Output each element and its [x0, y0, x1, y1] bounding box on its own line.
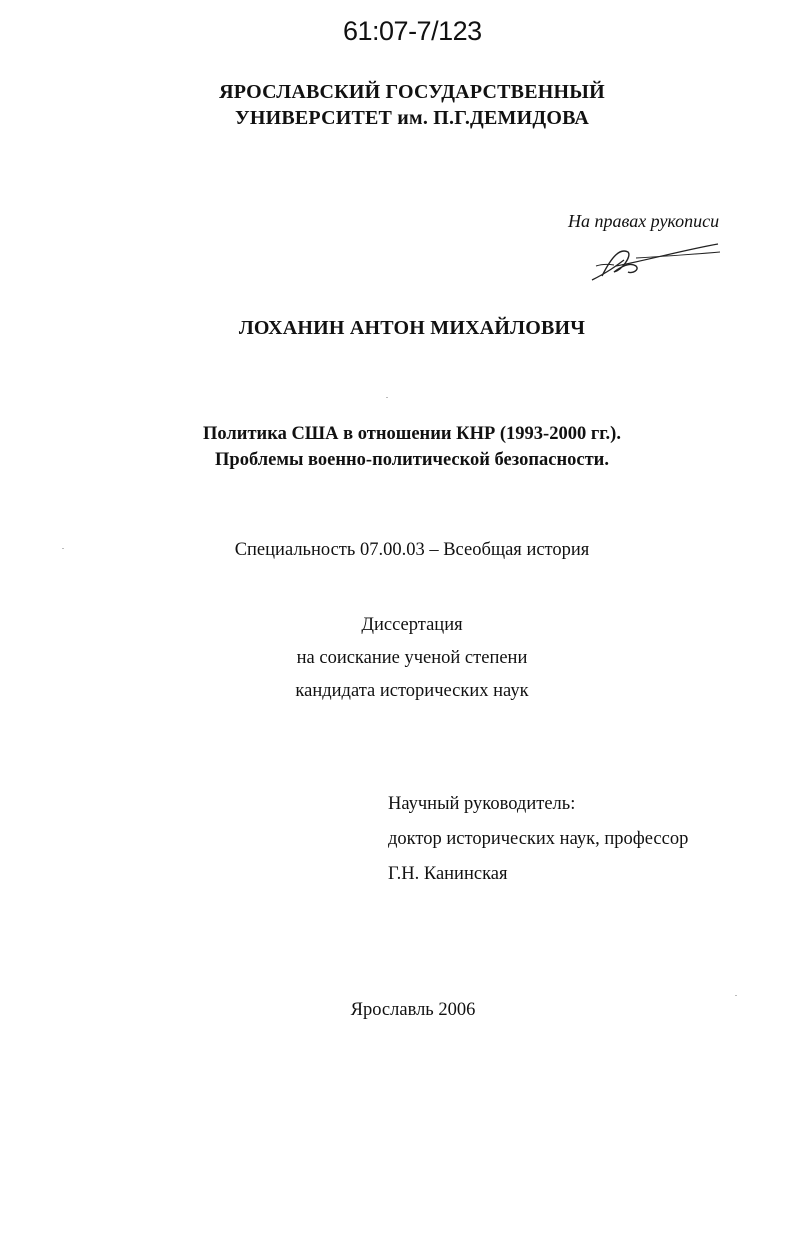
- author-name: ЛОХАНИН АНТОН МИХАЙЛОВИЧ: [238, 317, 586, 339]
- scan-speck: [386, 397, 388, 398]
- university-name-line-1: ЯРОСЛАВСКИЙ ГОСУДАРСТВЕННЫЙ: [219, 81, 605, 103]
- city-year: Ярославль 2006: [350, 1000, 476, 1020]
- degree-purpose: на соискание ученой степени: [296, 648, 528, 668]
- scan-speck: [735, 995, 737, 996]
- degree-name: кандидата исторических наук: [295, 681, 529, 701]
- author-signature: [588, 236, 720, 286]
- thesis-title-line-1: Политика США в отношении КНР (1993-2000 гг.).: [203, 424, 621, 444]
- supervisor-degree: доктор исторических наук, профессор: [388, 829, 689, 849]
- supervisor-block: [388, 787, 688, 892]
- archive-stamp-code: 61:07-7/123: [343, 16, 482, 46]
- thesis-title-line-2: Проблемы военно-политической безопасности.: [215, 450, 609, 470]
- thesis-title: [0, 421, 799, 473]
- supervisor-name: Г.Н. Канинская: [388, 864, 508, 884]
- supervisor-heading: Научный руководитель:: [388, 794, 576, 814]
- dissertation-block: [0, 609, 799, 708]
- dissertation-label: Диссертация: [361, 615, 463, 635]
- manuscript-rights-note: На правах рукописи: [568, 211, 720, 231]
- university-name-line-2: УНИВЕРСИТЕТ им. П.Г.ДЕМИДОВА: [234, 107, 590, 129]
- specialty-line: Специальность 07.00.03 – Всеобщая история: [234, 540, 590, 560]
- university-name: [0, 79, 799, 131]
- scan-speck: [62, 548, 64, 549]
